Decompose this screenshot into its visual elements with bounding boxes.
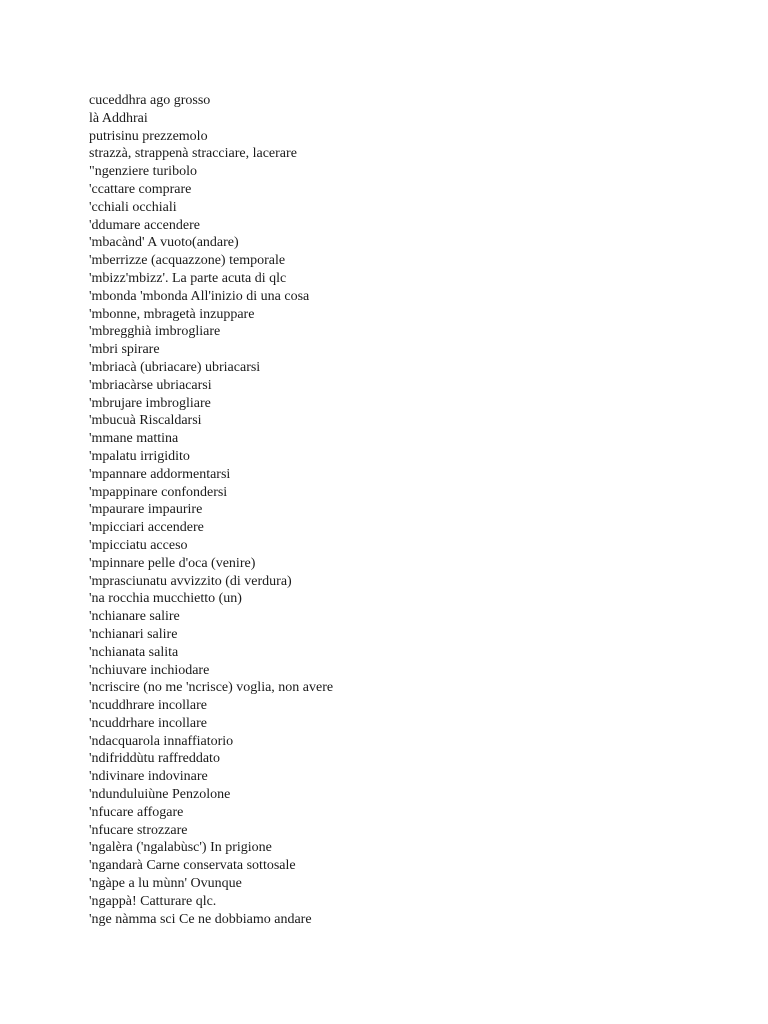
glossary-entry: 'nfucare strozzare [89, 822, 188, 838]
glossary-entry: 'mbri spirare [89, 342, 160, 358]
glossary-entry: 'mpappinare confondersi [89, 484, 228, 500]
glossary-entry: 'ndivinare indovinare [89, 769, 208, 785]
glossary-entry: 'nchiuvare inchiodare [89, 662, 210, 678]
glossary-entry: 'ncuddhrare incollare [89, 698, 207, 714]
glossary-entry: 'mpannare addormentarsi [89, 466, 231, 482]
glossary-entry: 'mbrujare imbrogliare [89, 395, 211, 411]
document-page [89, 92, 729, 928]
glossary-entry: 'mbucuà Riscaldarsi [89, 413, 202, 429]
glossary-entry: 'nchianata salita [89, 644, 179, 660]
glossary-entry: 'mprasciunatu avvizzito (di verdura) [89, 573, 292, 589]
glossary-entry: 'nge nàmma sci Ce ne dobbiamo andare [89, 911, 312, 927]
glossary-entry: 'mpinnare pelle d'oca (venire) [89, 555, 256, 571]
glossary-entry: 'mbregghià imbrogliare [89, 324, 221, 340]
glossary-entry: 'mpalatu irrigidito [89, 448, 190, 464]
glossary-entry: cuceddhra ago grosso [89, 93, 211, 108]
glossary-entry: 'ncriscire (no me 'ncrisce) voglia, non avere [89, 680, 334, 696]
glossary-entry: 'ddumare accendere [89, 217, 200, 233]
glossary-entry: 'ngandarà Carne conservata sottosale [89, 858, 296, 874]
glossary-entry: 'mbizz'mbizz'. La parte acuta di qlc [89, 270, 287, 286]
glossary-entry: 'mbacànd' A vuoto(andare) [89, 235, 239, 251]
glossary-entry: 'mbonda 'mbonda All'inizio di una cosa [89, 288, 310, 304]
glossary-entry: 'mbriacàrse ubriacarsi [89, 377, 212, 393]
glossary-entry: 'ngalèra ('ngalabùsc') In prigione [89, 840, 272, 856]
glossary-entry: 'nchianari salire [89, 626, 178, 642]
glossary-entry: 'ncuddrhare incollare [89, 715, 207, 731]
glossary-entry: 'ndifriddùtu raffreddato [89, 751, 220, 767]
glossary-entry: 'ndacquarola innaffiatorio [89, 733, 234, 749]
glossary-entry: 'ccattare comprare [89, 181, 192, 197]
glossary-entry: 'mpicciari accendere [89, 520, 204, 536]
glossary-entry: 'cchiali occhiali [89, 199, 177, 215]
glossary-entry: 'mpaurare impaurire [89, 502, 203, 518]
glossary-entry: strazzà, strappenà stracciare, lacerare [89, 146, 297, 162]
glossary-entry: putrisinu prezzemolo [89, 128, 208, 144]
glossary-entry: 'mpicciatu acceso [89, 537, 188, 553]
glossary-entry: 'mbonne, mbragetà inzuppare [89, 306, 255, 322]
glossary-entry: "ngenziere turibolo [89, 164, 197, 180]
glossary-entry: 'na rocchia mucchietto (un) [89, 591, 242, 607]
glossary-entry: 'mbriacà (ubriacare) ubriacarsi [89, 359, 261, 375]
glossary-entry: 'mberrizze (acquazzone) temporale [89, 253, 286, 269]
glossary-entry: là Addhrai [89, 110, 148, 126]
glossary-entry: 'ndunduluiùne Penzolone [89, 787, 231, 803]
glossary-entry: 'nchianare salire [89, 609, 180, 625]
glossary-entry: 'nfucare affogare [89, 804, 184, 820]
glossary-entry: 'mmane mattina [89, 431, 179, 447]
glossary-entry: 'ngàpe a lu mùnn' Ovunque [89, 876, 242, 892]
glossary-entry: 'ngappà! Catturare qlc. [89, 893, 217, 909]
